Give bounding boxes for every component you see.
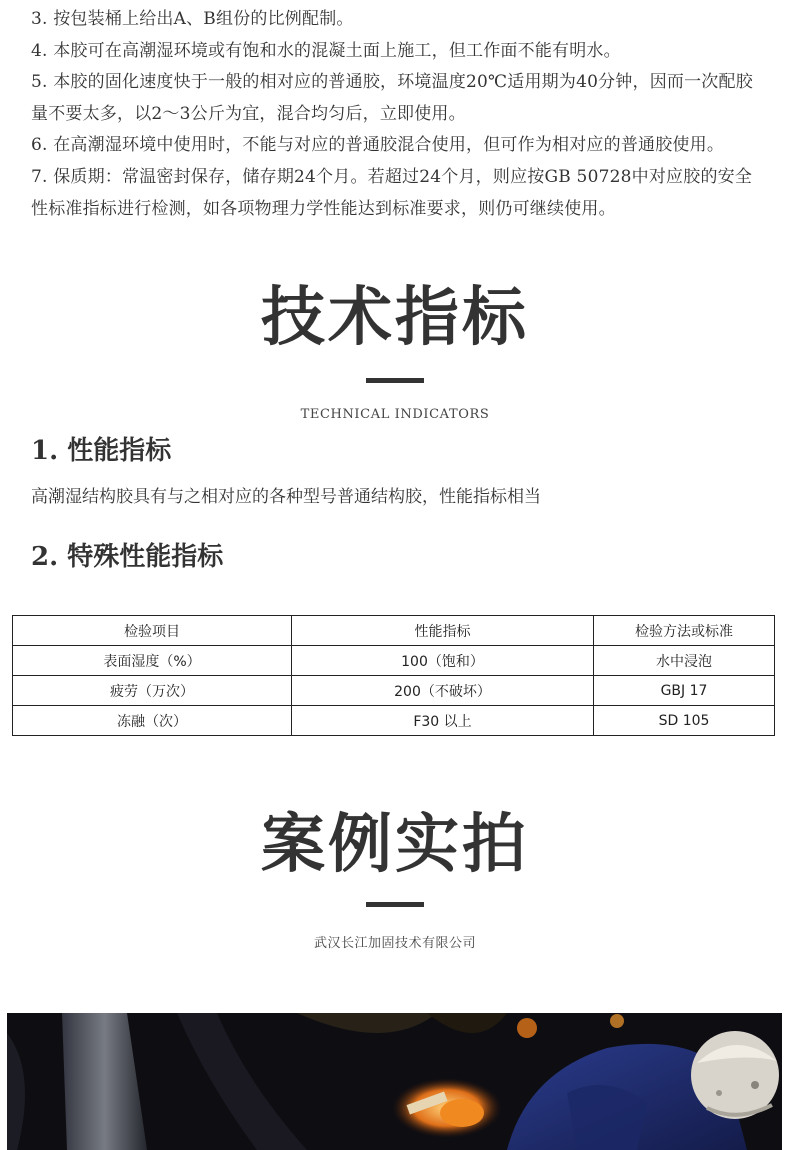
tech-section-title: 技术指标 (261, 280, 529, 355)
usage-notes (31, 4, 761, 225)
cases-section-title: 案例实拍 (261, 807, 529, 882)
table-header-row (13, 616, 775, 646)
special-heading: 2. 特殊性能指标 (31, 542, 224, 572)
table-cell: 疲劳（万次） (13, 676, 292, 706)
table-cell: 100（饱和） (292, 646, 594, 676)
table-row (13, 706, 775, 736)
table-row (13, 676, 775, 706)
table-header-cell: 检验方法或标准 (594, 616, 775, 646)
table-cell: SD 105 (594, 706, 775, 736)
company-name: 武汉长江加固技术有限公司 (313, 936, 476, 951)
table-cell: 冻融（次） (13, 706, 292, 736)
note-5: 5. 本胶的固化速度快于一般的相对应的普通胶，环境温度20℃适用期为40分钟，因而一次配胶量不要太多，以2～3公斤为宜，混合均匀后，立即使用。 (31, 72, 753, 124)
note-6: 6. 在高潮湿环境中使用时，不能与对应的普通胶混合使用，但可作为相对应的普通胶使用。 (31, 135, 725, 156)
table-cell: 200（不破坏） (292, 676, 594, 706)
perf-heading: 1. 性能指标 (31, 436, 172, 466)
perf-text: 高潮湿结构胶具有与之相对应的各种型号普通结构胶，性能指标相当 (31, 487, 541, 507)
special-indicators-table (12, 615, 775, 736)
case-photo (7, 1013, 782, 1150)
table-cell: 水中浸泡 (594, 646, 775, 676)
table-header-cell: 性能指标 (292, 616, 594, 646)
table-cell: 表面湿度（%） (13, 646, 292, 676)
table-header-cell: 检验项目 (13, 616, 292, 646)
case-photo-illustration (7, 1013, 782, 1150)
tech-section-subtitle: TECHNICAL INDICATORS (300, 407, 490, 422)
table-cell: F30 以上 (292, 706, 594, 736)
cases-title-divider (366, 902, 424, 907)
table-row (13, 646, 775, 676)
table-cell: GBJ 17 (594, 676, 775, 706)
tech-title-divider (366, 378, 424, 383)
note-7: 7. 保质期：常温密封保存，储存期24个月。若超过24个月，则应按GB 50728中对应胶的安全性标准指标进行检测，如各项物理力学性能达到标准要求，则仍可继续使用。 (31, 166, 753, 219)
note-3: 3. 按包装桶上给出A、B组份的比例配制。 (31, 9, 354, 29)
note-4: 4. 本胶可在高潮湿环境或有饱和水的混凝土面上施工，但工作面不能有明水。 (31, 40, 621, 61)
